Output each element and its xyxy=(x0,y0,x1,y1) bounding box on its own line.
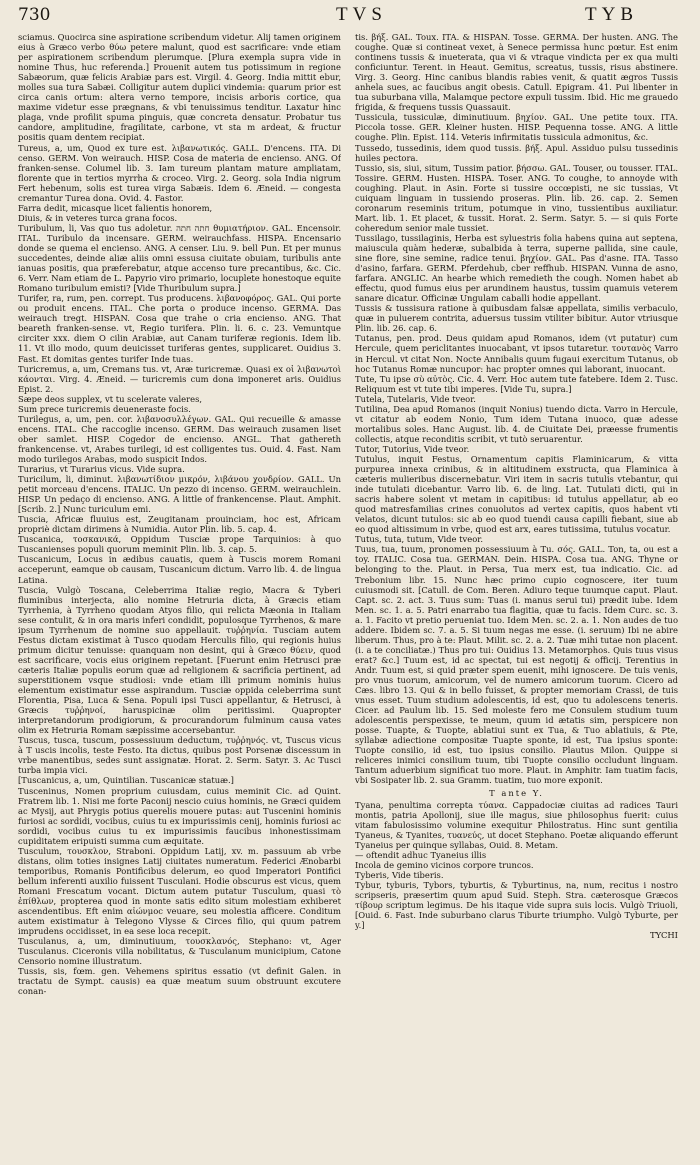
left-column xyxy=(18,32,341,1150)
running-head-left: TVS xyxy=(336,4,387,25)
right-column xyxy=(355,32,678,1150)
left-column-text: sciamus. Quocirca sine aspiratione scribendum videtur. Alij tamen originem eius à Græco verbo θύω petere malunt, quod est sacrificare: vnde etiam per aspirationem scribendum plerumque. [Plura exempla supra vide in nomine Thus, huc referenda.] Prouenit autem tus potissimum in regione Sabæorum, quæ felicis Arabiæ pars est. Virgil. 4. Georg. India mittit ebur, molles sua tura Sabæi. Colligitur autem duplici vindemia: quarum prior est circa canis ortum: altera verno tempore, incisis arboris cortice, qua maxime videtur esse prægnans, & vbi tenuissimus tenditur. Laxatur hinc plaga, vnde profilit spuma pinguis, quæ concreta densatur. Probatur tus candore, amplitudine, fragilitate, carbone, vt sta m ardeat, & fructur positis quam dentem recipiat. Tureus, a, um, Quod ex ture est. λιβανωτικός. GALL. D'encens. ITA. Di censo. GERM. Von weirauch. HISP. Cosa de materia de encienso. ANG. Of franken-sense. Columel lib. 3. Iam tureum plantam mature ampliatam, florente que in tertios myrrha & croceo. Virg. 2. Georg. sola India nigrum Fert hebenum, solis est turea virga Sabæis. Idem 6. Æneid. — congesta cremantur Turea dona. Ovid. 4. Fastor. Farra dedit, micasque licet falientis honorem, Diuis, & in veteres turca grana focos. Turibulum, li, Vas quo tus adoletur. חתה חתה θυμιατήριον. GAL. Encensoir. ITAL. Turibulo da incensare. GERM. weirauchfass. HISPA. Encensario donde se quema el encienso. ANG. A censer. Liu. 9. bell Pun. Et per munus succedentes, deinde aliæ aliis omni essusa ciuitate obuiam, turibulis ante ianuas positis, qua præferebatur, atque accenso ture precantibus, &c. Cic. 6. Verr. Nam etiam de L. Papyrio viro primario, locuplete honestoque equite Romano turibulum emisti? [Vide Thuribulum supra.] Turifer, ra, rum, pen. corrept. Tus producens. λιβανοφόρος. GAL. Qui porte ou produit encens. ITAL. Che porta o produce incenso. GERMA. Das weirauch tregt. HISPAN. Cosa que trahe o cria encienso. ANG. That beareth franken-sense. vt, Regio turifera. Plin. li. 6. c. 23. Vemuntque circiter xxx. diem O cilin Arabiæ, aut Canam turiferæ regionis. Idem lib. 11. Vt illo modo, quum deuicisset turiferas gentes, supplicaret. Ouidius 3. Fast. Et domitas gentes turifer Inde tuas. Turicremus, a, um, Cremans tus. vt, Aræ turicremæ. Quasi ex οἱ λιβανωτοὶ κάονται. Virg. 4. Æneid. — turicremis cum dona imponeret aris. Ouidius Epist. 2. Sæpe deos supplex, vt tu scelerate valeres, Sum prece turicremis deueneraste focis. Turilegus, a, um, pen. cor. λιβανοσυλλέγων. GAL. Qui recueille & amasse encens. ITAL. Che raccoglie incenso. GERM. Das weirauch zusamen liset ober samlet. HISP. Cogedor de encienso. ANGL. That gathereth frankencense. vt, Arabes turilegi, id est colligentes tus. Ouid. 4. Fast. Nam modo turilegos Arabas, modo suspicit Indos. Turarius, vt Turarius vicus. Vide supra. Turicilum, li, diminut. λιβανωτίδιον μικρόν, λιβάνου χονδρίον. GALL. Un petit morceau d'encens. ITALIC. Un pezzo di incenso. GERM. weirauchlein. HISP. Un pedaço di encienso. ANG. A little of frankencense. Plaut. Amphit. [Scrib. 2.] Nunc turiculum emi. Tuscia, Africæ fluuius est, Zeugitanam prouinciam, hoc est, Africam propriè dictam dirimens à Numidia. Autor Plin. lib. 5. cap. 4. Tuscanica, τοσκανικά, Oppidum Tusciæ prope Tarquinios: à quo Tuscanienses populi quorum meminit Plin. lib. 3. cap. 5. Tuscanicum, Locus in ædibus cauatis, quem à Tuscis morem Romani acceperunt, eamque ob causam, Tuscanicum dictum. Varro lib. 4. de lingua Latina. Tuscia, Vulgò Toscana, Celeberrima Italiæ regio, Macra & Tyberi fluminibus interjecta, alio nomine Hetruria dicta, à Græcis etiam Tyrrhenia, à Tyrrheno quodam Atyos filio, qui relicta Mæonia in Italiam sese contulit, & in ora maris inferi condidit, populosque Tyrrhenos, & mare ipsum Tyrrhenum de nomine suo appellauit. τυῤῥηνία. Tusciam autem Festus dictam existimat à Tusco quodam Herculis filio, qui regionis huius primum dicitur tenuisse: quanquam non desint, qui à Græco θύειν, quod est sacrificare, vocis eius originem repetant. [Fuerunt enim Hetrusci præ cæteris Italiæ populis eorum quæ ad religionem & sacrificia pertinent, ad superstitionem vsque studiosi: vnde etiam illi primum nominis huius elementum existimatur esse aspirandum. Tusciæ oppida celeberrima sunt Florentia, Pisa, Luca & Sena. Populi ipsi Tusci appellantur, & Hetrusci, à Græcis τυῤῥηνοί, haruspicinæ olim peritissimi. Quapropter interpretandorum prodigiorum, & procurandorum fulminum causa vates olim ex Hetruria Romam sæpissime accersebantur. Tuscus, tusca, tuscum, possessiuum deductum, τυῤῥηνός. vt, Tuscus vicus à T uscis incolis, teste Festo. Ita dictus, quibus post Porsenæ discessum in vrbe manentibus, sedes sunt assignatæ. Horat. 2. Serm. Satyr. 3. Ac Tusci turba impia vici. [Tuscanicus, a, um, Quintilian. Tuscanicæ statuæ.] Tusceninus, Nomen proprium cuiusdam, cuius meminit Cic. ad Quint. Fratrem lib. 1. Nisi me forte Paconij nescio cuius hominis, ne Græci quidem ac Mysij, aut Phrygis potius querelis mouere putas: aut Tuscenini hominis furiosi ac sordidi, vocibus, cuius tu ex impurissimis cenij, hominis furiosi ac sordidi, vocibus cuius tu ex impurissimis faucibus inhonestissimam cupiditatem eripuisti summa cum æquitate. Tusculum, τουσκλον, Straboni. Oppidum Latij, xv. m. passuum ab vrbe distans, olim toties insignes Latij ciuitates numeratum. Federici Ænobarbi temporibus, Romanis Pontificibus delerum, eo quod Imperatori Pontifici bellum inferenti auxilio fuissent Tusculani. Hodie obscurus est vicus, quem Romani Frescatum vocant. Dictum autem putatur Tusculum, quasi τὸ ἐπίθλων, propterea quod in monte satis edito situm molestiam exhiberet ascendentibus. Eft enim αἰώνμοϲ veuare, seu molestia afficere. Conditum autem existimatur à Telegono Vlysse & Circes filio, qui quum patrem imprudens occidisset, in ea sese loca recepit. Tusculanus, a, um, diminutiuum, τουσκλανός, Stephano: vt, Ager Tusculanus. Ciceronis villa nobilitatus, & Tusculanum municipium, Catone Censorio nomine illustratum. Tussis, sis, fœm. gen. Vehemens spiritus essatio (vt definit Galen. in tractatu de Sympt. causis) ea quæ meatum suum obstruunt excutere conan- xyxy=(18,32,341,997)
page-header xyxy=(18,4,678,32)
running-head-right: TYB xyxy=(585,4,638,25)
section-heading: T ante Y. xyxy=(489,787,544,798)
catchword: TYCHI xyxy=(650,930,678,941)
text-columns xyxy=(18,32,678,1150)
right-column-entries-after: Tyana, penultima correpta τύανα. Cappadociæ ciuitas ad radices Tauri montis, patria Apollonij, siue ille magus, siue philosophus fuerit: cuius vitam fabulosissimo volumine exequitur Philostratus. Hinc sunt gentilia Tyaneus, & Tyanites, τυανεύς, ut docet Stephano. Poetæ aliquando efferunt Tyaneius per quinque syllabas, Ouid. 8. Metam. — oftendit adhuc Tyaneius illis Incola de gemino vicinos corpore truncos. Tyberis, Vide tiberis. Tybur, tyburis, Tybors, tyburtis, & Tyburtinus, na, num, recitus i nostro scripseris, præsertim quum apud Suid. Steph. Stra. cæterosque Græcos τίβουρ scriptum legimus. De his itaque vide supra suis locis. Vulgò Triuoli, [Ouid. 6. Fast. Inde suburbano clarus Tiburte triumpho. Vulgò Tyburte, per y.] xyxy=(355,799,678,931)
right-column-entries: tis. βήξ. GAL. Toux. ITA. & HISPAN. Tosse. GERMA. Der husten. ANG. The coughe. Quæ si contineat vexet, à Senece permissa hunc pœtur. Est enim continens tussis & inueterata, qua vi & vtraque vindicta per ex qua multi conficiuntur. Terent. in Heaut. Gemitus, screatus, tussis, risus abstinere. Virg. 3. Georg. Hinc canibus blandis rabies venit, & quatit ægros Tussis anhela sues, ac faucibus angit obesis. Catull. Epigram. 41. Pui libenter in tua suburbana villa, Malamque pectore expuli tussim. Ibid. Hic me grauedo frigida, & frequens tussis Quassauit. Tussicula, tussiculæ, diminutiuum. βηχίον. GAL. Une petite toux. ITA. Piccola tosse. GER. Kleiner husten. HISP. Pequenna tosse. ANG. A little coughe. Plin. Epist. 114. Veteris infirmitatis tussicula admonitus, &c. Tussedo, tussedinis, idem quod tussis. βήξ. Apul. Assiduo pulsu tussedinis huiles pectora. Tussio, sis, siui, situm, Tussim patior. βήσσω. GAL. Touser, ou tousser. ITAL. Tossire. GERM. Husten. HISPA. Toser. ANG. To coughe, to annoyde with coughing. Plaut. in Asin. Forte si tussire occœpisti, ne sic tussias, Vt cuiquam linguam in tussiendo proseras. Plin. lib. 26. cap. 2. Semen coronarum reseminis tritum, potumque in vino, tussientibus auxiliatur. Mart. lib. 1. Et placet, & tussit. Horat. 2. Serm. Satyr. 5. — si quis Forte coheredum senior male tussiet. Tussilago, tussilaginis, Herba est syluestris folia habens quina aut septena, maiuscula quàm hederæ, subalbida à terra, superne pallida, sine caule, sine flore, sine semine, radice tenui. βηχίον. GAL. Pas d'asne. ITA. Tasso d'asino, farfara. GERM. Pferdehub, cber reffhub. HISPAN. Vunna de asno, farfara. ANGLIC. An hearbe which remedieth the cough. Nomen habet ab effectu, quod fumus eius per arundinem haustus, tussim quamuis veterem sanare dicatur. Officinæ Ungulam caballi hodie appellant. Tussis & tussisura ratione à quibusdam falsæ appellata, similis verbaculo, quæ in puluerem contrita, aduersus tussim vtiliter bibitur. Autor vtriusque Plin. lib. 26. cap. 6. Tutanus, pen. prod. Deus quidam apud Romanos, idem (vt putatur) cum Hercule, quem periclitantes inuocabant, vt ipsos tutaretur. τουτανὸς Varro in Hercul. vt citat Non. Nocte Annibalis quum fugaui exercitum Tutanus, ob hoc Tutanus Romæ nuncupor: hac propter omnes qui laborant, inuocant. Tute, Tu ipse σὺ αὐτὸς. Cic. 4. Verr. Hoc autem tute fatebere. Idem 2. Tusc. Reliquum est vt tute tibi imperes. [Vide Tu, supra.] Tutela, Tutelaris, Vide tveor. Tutilina, Dea apud Romanos (inquit Nonius) tuendo dicta. Varro in Hercule, vt citatur ab eodem Nonio, Tum idem Tutana inuoco, quæ adesse mortalibus soles. Hanc August. lib. 4. de Ciuitate Dei, præesse frumentis collectis, atque reconditis scribit, vt tutò seruarentur. Tutor, Tutorius, Vide tveor. Tutulus, inquit Festus, Ornamentum capitis Flaminicarum, & vitta purpurea innexa crinibus, & in altitudinem exstructa, qua Flaminica à cæteris mulieribus discernebatur. Viri item in sacris tutulis vtebantur, qui inde tutulati dicebantur. Varro lib. 6. de ling. Lat. Tutulati dicti, qui in sacris habere solent vt metam in capitibus: id tutulus appellatur, ab eo quod matresfamilias crines conuolutos ad vertex capitis, quos habent vti velatos, dicunt tutulos: sic ab eo quod tuendi causa capilli fiebant, siue ab eo quod altissimum in vrbe, quod est arx, eares tutissima, tutulus vocatur. Tutus, tuta, tutum, Vide tveor. Tuus, tua, tuum, pronomen possessiuum à Tu. σός. GALL. Ton, ta, ou est a toy. ITALIC. Cosa tua. GERMAN. Dein. HISPA. Cosa tua. ANG. Thyne or belonging to the. Plaut. in Persa, Tua merx est, tua indicatio. Cic. ad Trebonium libr. 15. Nunc hæc primo cupio cognoscere, iter tuum cuiusmodi sit. [Catull. de Com. Beren. Adiuro teque tuumque caput. Plaut. Capt. sc. 2. act. 3. Tuus sum: Tuas (i. manus serui tui) prædit iube. Idem Men. sc. 1. a. 5. Patri enarrabo tua flagitia, quæ tu facis. Idem Curc. sc. 3. a. 1. Facito vt pretio perueniat tuo. Idem Men. sc. 2. a. 1. Non audes de tuo addere. Ibidem sc. 7. a. 5. Si tuum negas me esse. (i. seruum) Ibi ne abire liberum. Thus, pro à te: Plaut. Milit. sc. 2. a. 2. Tuæ mihi tutae non placent. (i. a te conciliatæ.) Thus pro tui: Ouidius 13. Metamorphos. Quis tuus visus erat? &c.] Tuum est, id ac spectat, tui est negotij & officij. Terentius in Andr. Tuum est, si quid præter spem euenit, mihi ignoscere. De tuis venis, pro vnus tuorum, amicorum, vel de numero amicorum tuorum. Cicero ad Cæs. libro 13. Qui & in bello fuisset, & propter memoriam Crassi, de tuis vnus esset. Tuum studium adolescentis, id est, quo tu adolescens teneris. Cicer. ad Paulum lib. 15. Sed moleste fero me Consulem studium tuum adolescentis perspexisse, te meum, quum id ætatis sim, perspicere non posse. Tuapte, & Tuopte, ablatiui sunt ex Tua, & Tuo ablatiuis, & Pte, syllabæ adiectione compositæ Tuapte sponte, id est, Tua ipsius sponte: Tuopte consilio, id est, tuo ipsius consilio. Plautus Milon. Quippe si reliceres inimici consilium tuum, tibi Tuopte consilio occludunt linguam. Tantum aduerbium significat tuo more. Plaut. in Amphitr. Iam tuatim facis, vbi Sosipater lib. 2. sua Gramm. tuatim, tuo more exponit. xyxy=(355,32,678,786)
right-column-text xyxy=(355,32,678,1150)
page-number: 730 xyxy=(18,5,51,25)
